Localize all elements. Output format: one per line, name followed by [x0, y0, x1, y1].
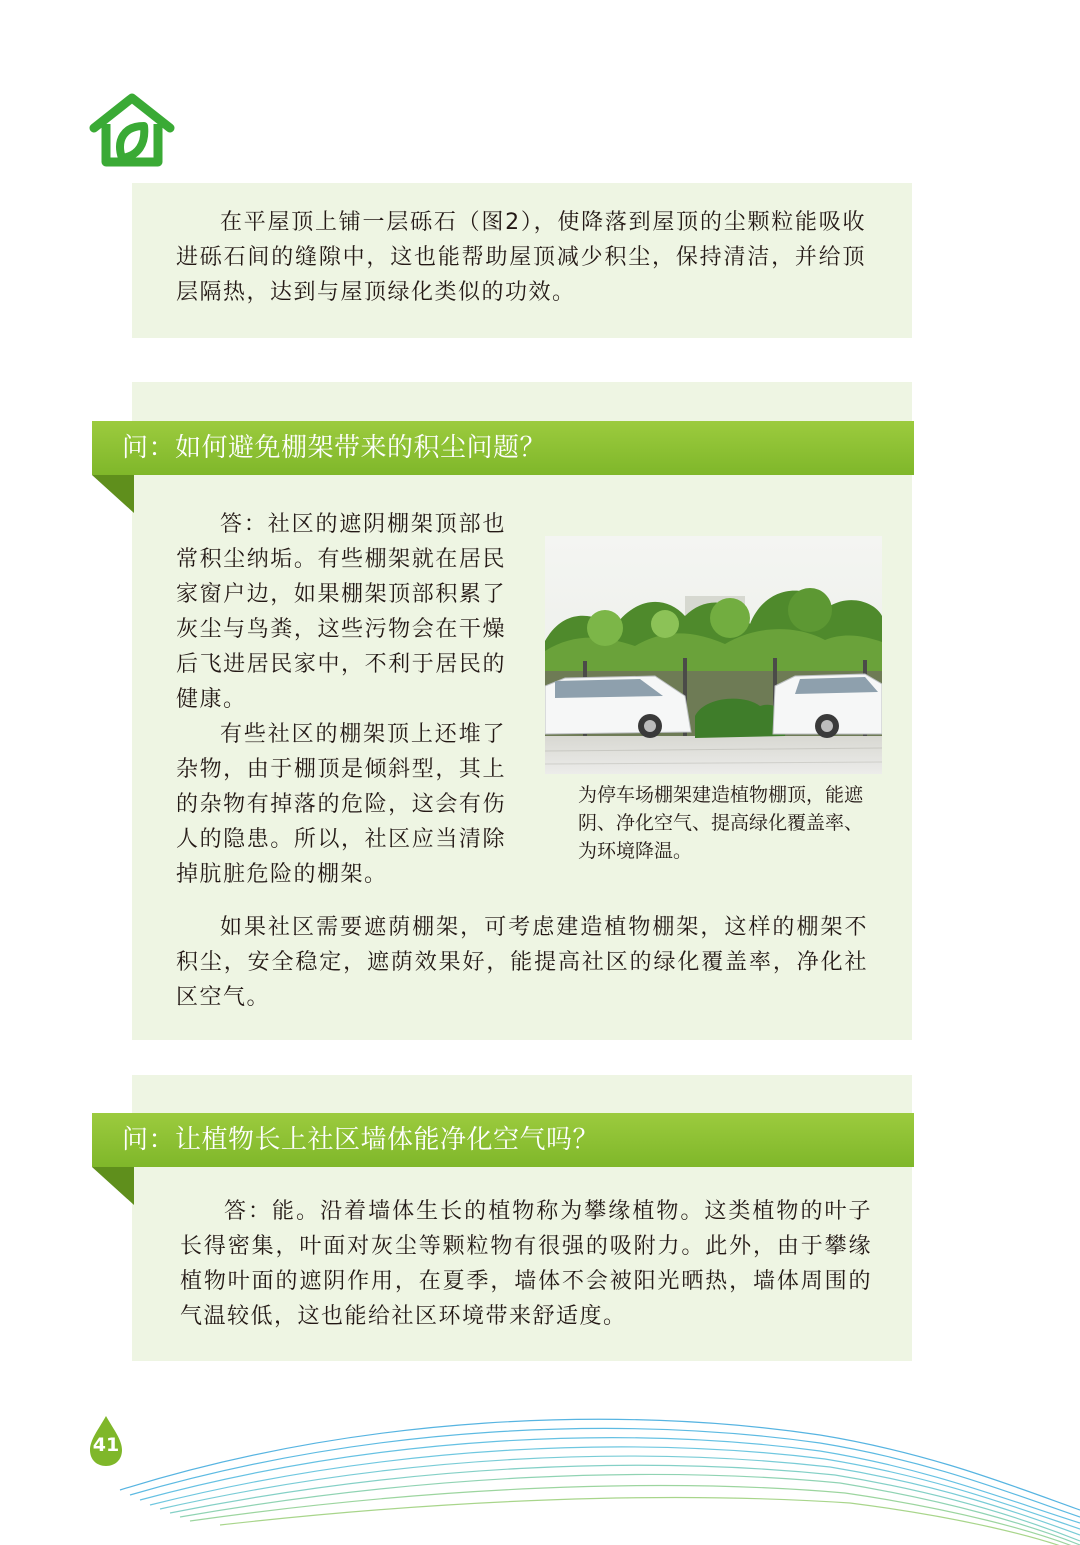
plant-trellis-parking-photo	[545, 536, 882, 774]
house-leaf-icon	[88, 92, 176, 168]
question-2-heading: 问：让植物长上社区墙体能净化空气吗？	[92, 1113, 914, 1167]
answer-1-paragraph-3: 如果社区需要遮荫棚架，可考虑建造植物棚架，这样的棚架不积尘，安全稳定，遮荫效果好，能提高社区的绿化覆盖率，净化社区空气。	[176, 915, 868, 1010]
answer-1-paragraph-1: 答：社区的遮阴棚架顶部也常积尘纳垢。有些棚架就在居民家窗户边，如果棚架顶部积累了灰尘与鸟粪，这些污物会在干燥后飞进居民家中，不利于居民的健康。	[176, 512, 506, 712]
answer-1-paragraph-2: 有些社区的棚架顶上还堆了杂物，由于棚顶是倾斜型，其上的杂物有掉落的危险，这会有伤人的隐患。所以，社区应当清除掉肮脏危险的棚架。	[176, 722, 506, 887]
heading-fold-decoration	[92, 475, 134, 513]
decorative-wave-lines	[0, 1395, 1080, 1545]
heading-fold-decoration	[92, 1167, 134, 1205]
photo-caption: 为停车场棚架建造植物棚顶，能遮阴、净化空气、提高绿化覆盖率、为环境降温。	[578, 784, 864, 862]
answer-2-paragraph: 答：能。沿着墙体生长的植物称为攀缘植物。这类植物的叶子长得密集，叶面对灰尘等颗粒物有很强的吸附力。此外，由于攀缘植物叶面的遮阴作用，在夏季，墙体不会被阳光晒热，墙体周围的气温较低，这也能给社区环境带来舒适度。	[180, 1199, 872, 1329]
page-number: 41	[92, 1434, 120, 1456]
intro-paragraph: 在平屋顶上铺一层砾石（图2），使降落到屋顶的尘颗粒能吸收进砾石间的缝隙中，这也能帮助屋顶减少积尘，保持清洁，并给顶层隔热，达到与屋顶绿化类似的功效。	[176, 210, 866, 305]
question-1-heading: 问：如何避免棚架带来的积尘问题？	[92, 421, 914, 475]
